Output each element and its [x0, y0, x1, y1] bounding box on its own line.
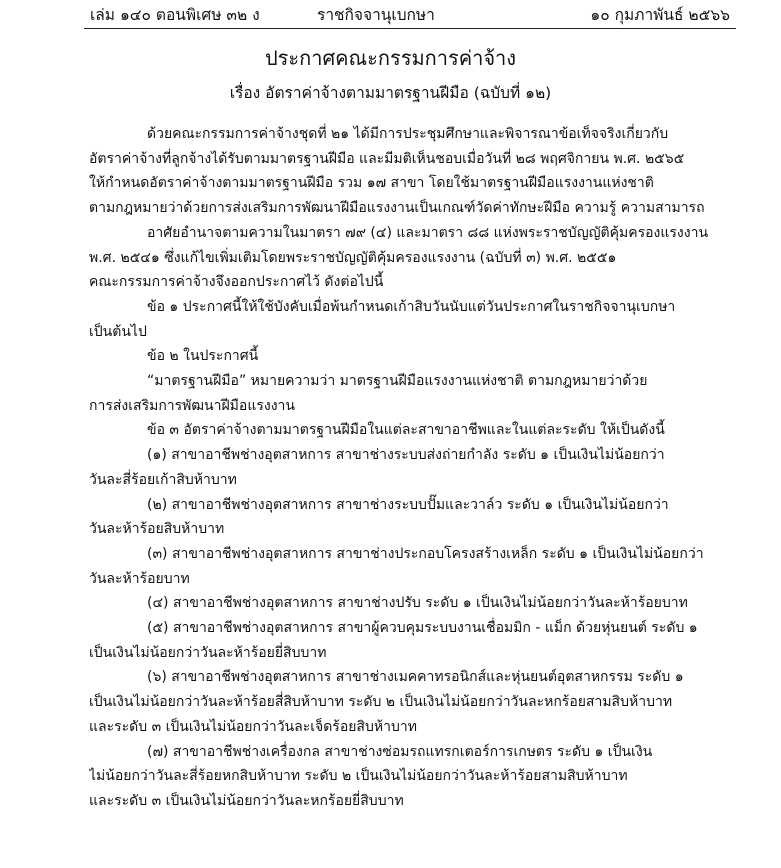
- body-line: และระดับ ๓ เป็นเงินไม่น้อยกว่าวันละเจ็ดร้อยสิบห้าบาท: [89, 718, 417, 735]
- body-line: (๒) สาขาอาชีพช่างอุตสาหการ สาขาช่างระบบปั๊มและวาล์ว ระดับ ๑ เป็นเงินไม่น้อยกว่า: [147, 496, 669, 513]
- body-line: เป็นเงินไม่น้อยกว่าวันละห้าร้อยสี่สิบห้าบาท ระดับ ๒ เป็นเงินไม่น้อยกว่าวันละหกร้อยสามสิบห้าบาท: [89, 694, 673, 711]
- body-line: เป็นต้นไป: [89, 323, 147, 340]
- body-line: อาศัยอำนาจตามความในมาตรา ๗๙ (๔) และมาตรา ๘๘ แห่งพระราชบัญญัติคุ้มครองแรงงาน: [147, 224, 709, 241]
- body-line: (๕) สาขาอาชีพช่างอุตสาหการ สาขาผู้ควบคุมระบบงานเชื่อมมิก - แม็ก ด้วยหุ่นยนต์ ระดับ ๑: [147, 620, 698, 637]
- announcement-body: [89, 122, 729, 814]
- body-line: คณะกรรมการค่าจ้างจึงออกประกาศไว้ ดังต่อไปนี้: [89, 274, 384, 291]
- body-line: ข้อ ๓ อัตราค่าจ้างตามมาตรฐานฝีมือในแต่ละสาขาอาชีพและในแต่ละระดับ ให้เป็นดังนี้: [147, 422, 665, 439]
- issue-date: ๑๐ กุมภาพันธ์ ๒๕๖๖: [590, 6, 730, 24]
- body-line: วันละสี่ร้อยเก้าสิบห้าบาท: [89, 471, 237, 488]
- body-line: (๔) สาขาอาชีพช่างอุตสาหการ สาขาช่างปรับ ระดับ ๑ เป็นเงินไม่น้อยกว่าวันละห้าร้อยบาท: [147, 595, 688, 612]
- header-rule: [84, 28, 736, 29]
- gazette-header: [90, 2, 730, 26]
- announcement-subject: เรื่อง อัตราค่าจ้างตามมาตรฐานฝีมือ (ฉบับที่ ๑๒): [229, 84, 552, 102]
- gazette-name: ราชกิจจานุเบกษา: [317, 6, 435, 24]
- body-line: (๑) สาขาอาชีพช่างอุตสาหการ สาขาช่างระบบส่งถ่ายกำลัง ระดับ ๑ เป็นเงินไม่น้อยกว่า: [147, 447, 665, 464]
- announcement-title: ประกาศคณะกรรมการค่าจ้าง: [264, 46, 517, 70]
- body-line: เป็นเงินไม่น้อยกว่าวันละห้าร้อยยี่สิบบาท: [89, 644, 327, 661]
- body-line: วันละห้าร้อยบาท: [89, 570, 190, 587]
- body-line: ข้อ ๑ ประกาศนี้ให้ใช้บังคับเมื่อพ้นกำหนดเก้าสิบวันนับแต่วันประกาศในราชกิจจานุเบกษา: [147, 298, 676, 315]
- body-line: พ.ศ. ๒๕๔๑ ซึ่งแก้ไขเพิ่มเติมโดยพระราชบัญญัติคุ้มครองแรงงาน (ฉบับที่ ๓) พ.ศ. ๒๕๕๑: [89, 249, 617, 266]
- body-line: อัตราค่าจ้างที่ลูกจ้างได้รับตามมาตรฐานฝีมือ และมีมติเห็นชอบเมื่อวันที่ ๒๘ พฤศจิกายน พ.ศ. ๒๕๖๕: [89, 150, 685, 167]
- body-line: ให้กำหนดอัตราค่าจ้างตามมาตรฐานฝีมือ รวม ๑๗ สาขา โดยใช้มาตรฐานฝีมือแรงงานแห่งชาติ: [89, 175, 654, 192]
- body-line: และระดับ ๓ เป็นเงินไม่น้อยกว่าวันละหกร้อยยี่สิบบาท: [89, 792, 404, 809]
- body-line: (๗) สาขาอาชีพช่างเครื่องกล สาขาช่างซ่อมรถแทรกเตอร์การเกษตร ระดับ ๑ เป็นเงิน: [147, 743, 653, 760]
- body-line: (๖) สาขาอาชีพช่างอุตสาหการ สาขาช่างเมคคาทรอนิกส์และหุ่นยนต์อุตสาหกรรม ระดับ ๑: [147, 669, 684, 686]
- body-line: ไม่น้อยกว่าวันละสี่ร้อยหกสิบห้าบาท ระดับ ๒ เป็นเงินไม่น้อยกว่าวันละห้าร้อยสามสิบห้าบาท: [89, 768, 628, 785]
- body-line: “มาตรฐานฝีมือ” หมายความว่า มาตรฐานฝีมือแรงงานแห่งชาติ ตามกฎหมายว่าด้วย: [147, 373, 648, 390]
- issue-info: เล่ม ๑๔๐ ตอนพิเศษ ๓๒ ง: [90, 6, 260, 24]
- body-line: (๓) สาขาอาชีพช่างอุตสาหการ สาขาช่างประกอบโครงสร้างเหล็ก ระดับ ๑ เป็นเงินไม่น้อยกว่า: [147, 545, 704, 562]
- body-line: วันละห้าร้อยสิบห้าบาท: [89, 521, 225, 538]
- body-line: การส่งเสริมการพัฒนาฝีมือแรงงาน: [89, 397, 295, 414]
- body-line: ตามกฎหมายว่าด้วยการส่งเสริมการพัฒนาฝีมือแรงงานเป็นเกณฑ์วัดค่าทักษะฝีมือ ความรู้ ความสามารถ: [89, 200, 705, 217]
- body-line: ด้วยคณะกรรมการค่าจ้างชุดที่ ๒๑ ได้มีการประชุมศึกษาและพิจารณาข้อเท็จจริงเกี่ยวกับ: [147, 126, 669, 142]
- body-line: ข้อ ๒ ในประกาศนี้: [147, 348, 259, 365]
